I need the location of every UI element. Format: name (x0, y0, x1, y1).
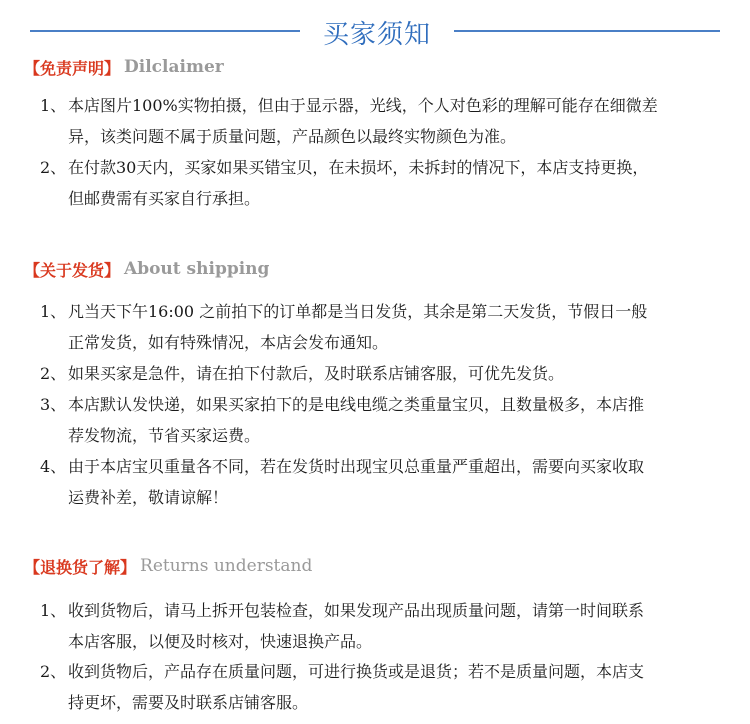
item-text-line: 荐发物流，节省买家运费。 (68, 426, 261, 445)
section-title-en: About shipping (124, 259, 270, 279)
item-number: 2、 (40, 662, 67, 681)
item-text-line: 但邮费需有买家自行承担。 (68, 189, 261, 208)
item-text-line: 正常发货，如有特殊情况，本店会发布通知。 (68, 333, 389, 352)
item-text-line: 异，该类问题不属于质量问题，产品颜色以最终实物颜色为准。 (68, 127, 517, 146)
section-heading (24, 256, 269, 282)
item-text-line: 收到货物后，请马上拆开包装检查，如果发现产品出现质量问题，请第一时间联系 (68, 601, 645, 620)
section-title-cn: 【免责声明】 (24, 58, 121, 78)
item-text-line: 本店图片100%实物拍摄，但由于显示器，光线，个人对色彩的理解可能存在细微差 (68, 96, 658, 115)
section-title-cn: 【关于发货】 (24, 260, 121, 280)
section-title-cn: 【退换货了解】 (24, 557, 137, 577)
item-text-line: 凡当天下午16:00 之前拍下的订单都是当日发货，其余是第二天发货，节假日一般 (68, 302, 648, 321)
item-number: 2、 (40, 364, 67, 383)
item-text-line: 如果买家是急件，请在拍下付款后，及时联系店铺客服，可优先发货。 (68, 364, 565, 383)
item-text-line: 收到货物后，产品存在质量问题，可进行换货或是退货；若不是质量问题，本店支 (68, 662, 645, 681)
title-bar (0, 12, 750, 48)
item-number: 2、 (40, 158, 67, 177)
item-number: 1、 (40, 96, 67, 115)
title-divider-left (30, 30, 300, 32)
section-heading (24, 553, 312, 579)
item-text-line: 本店默认发快递，如果买家拍下的是电线电缆之类重量宝贝，且数量极多，本店推 (68, 395, 645, 414)
item-number: 4、 (40, 457, 67, 476)
item-number: 3、 (40, 395, 67, 414)
section-title-en: Returns understand (140, 556, 313, 576)
item-text-line: 本店客服，以便及时核对，快速退换产品。 (68, 632, 373, 651)
section-title-en: Dilclaimer (124, 57, 224, 77)
item-text-line: 由于本店宝贝重量各不同，若在发货时出现宝贝总重量严重超出，需要向买家收取 (68, 457, 645, 476)
page-title: 买家须知 (322, 20, 431, 50)
section-heading (24, 54, 224, 80)
item-text-line: 持更坏，需要及时联系店铺客服。 (68, 693, 309, 712)
item-text-line: 在付款30天内，买家如果买错宝贝，在未损坏，未拆封的情况下，本店支持更换， (68, 158, 649, 177)
item-number: 1、 (40, 302, 67, 321)
title-divider-right (454, 30, 720, 32)
item-text-line: 运费补差，敬请谅解！ (68, 488, 229, 507)
item-number: 1、 (40, 601, 67, 620)
